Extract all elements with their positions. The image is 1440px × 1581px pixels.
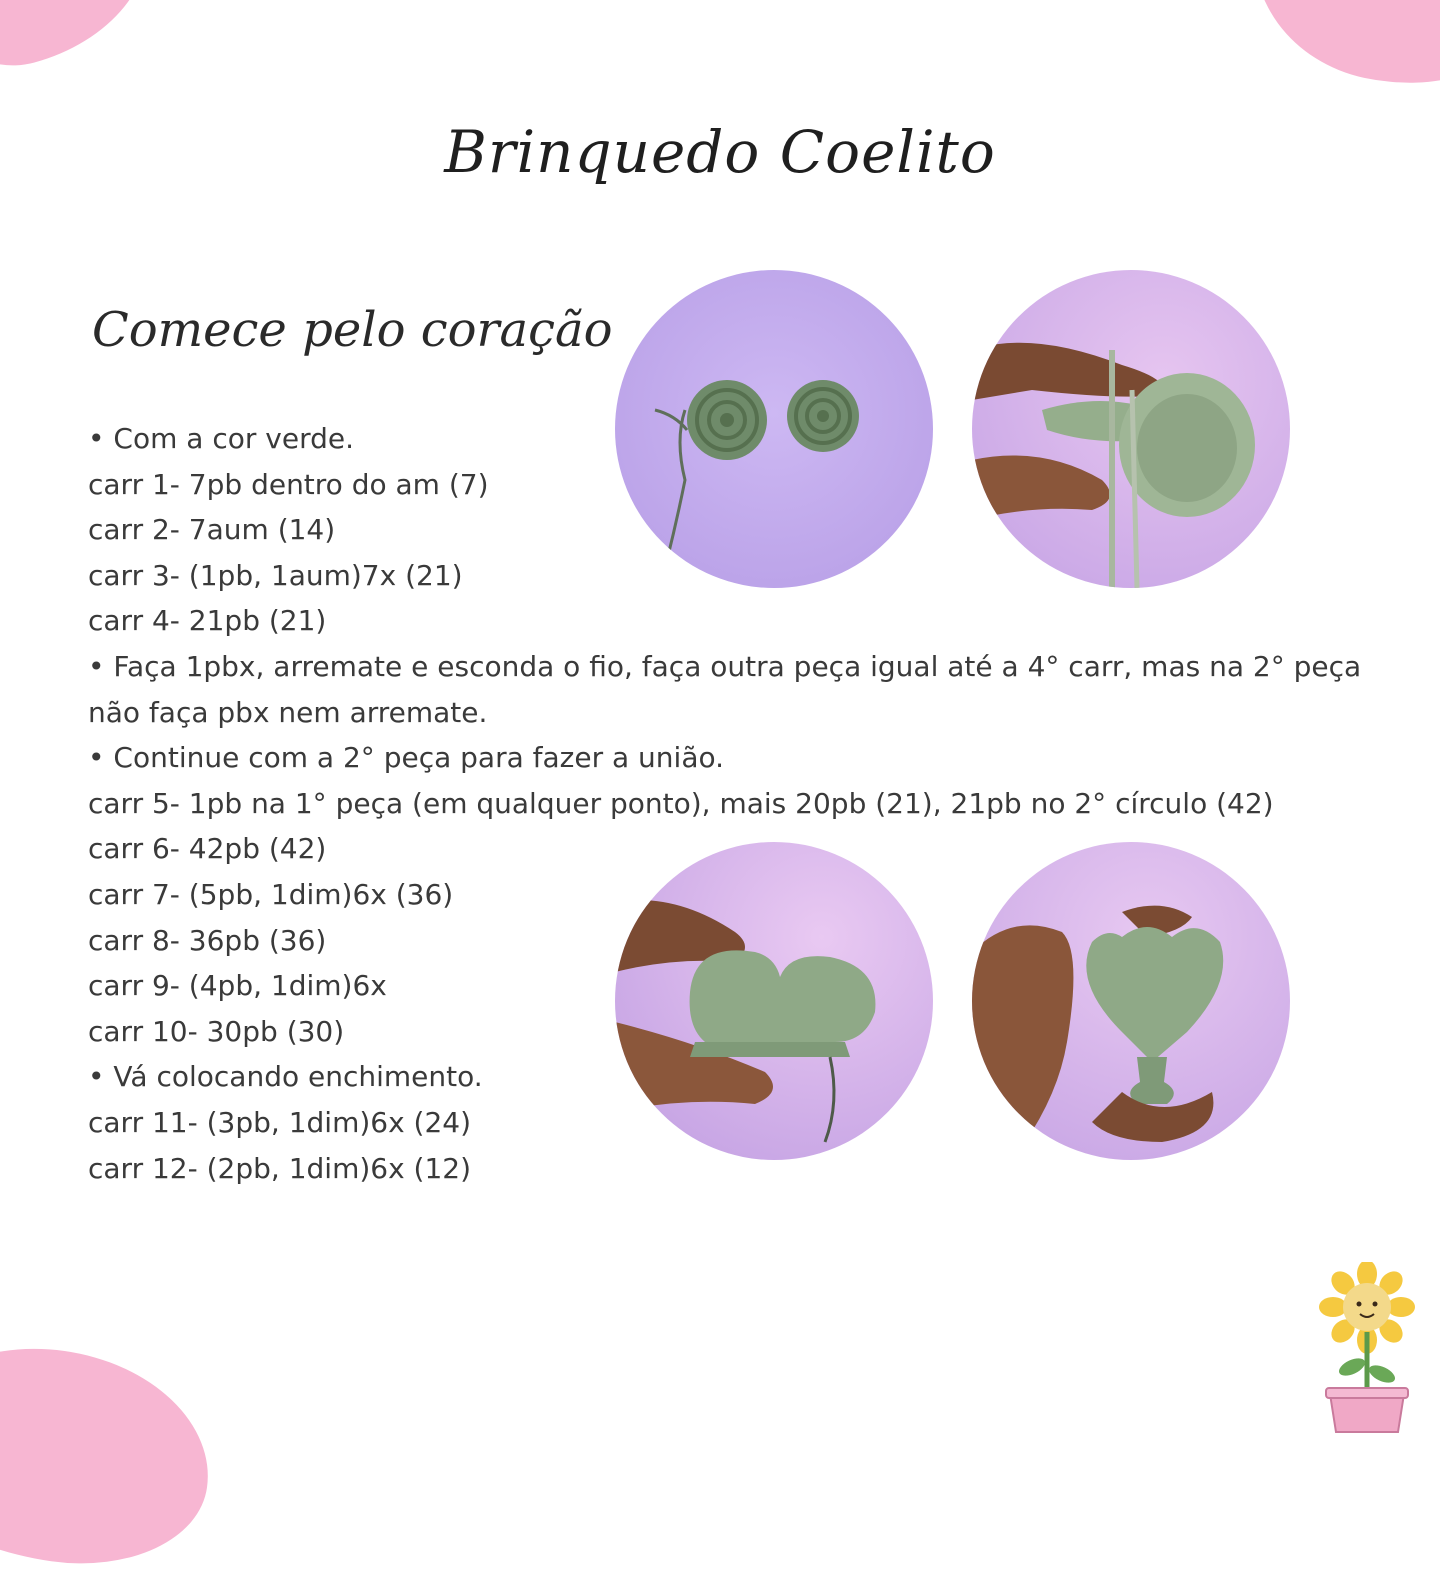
instruction-line: carr 6- 42pb (42) <box>88 832 327 866</box>
instruction-line: carr 1- 7pb dentro do am (7) <box>88 467 489 501</box>
decorative-pink-blob-bottom-left <box>0 1329 223 1581</box>
hand-holding-joined-circles-photo <box>972 270 1290 588</box>
page-title: Brinquedo Coelito <box>444 118 996 186</box>
hand-holding-finished-heart-photo <box>972 842 1290 1160</box>
sunflower-in-pot-logo <box>1306 1262 1428 1434</box>
decorative-pink-blob-top-left <box>0 0 173 87</box>
instruction-line: carr 2- 7aum (14) <box>88 513 336 547</box>
decorative-pink-blob-top-right <box>1232 0 1440 106</box>
section-title: Comece pelo coração <box>92 302 613 358</box>
two-green-crochet-circles-photo <box>615 270 933 588</box>
instruction-line: • Continue com a 2° peça para fazer a união. <box>88 741 725 775</box>
instruction-line: carr 7- (5pb, 1dim)6x (36) <box>88 877 454 911</box>
instruction-line: carr 3- (1pb, 1aum)7x (21) <box>88 558 463 592</box>
instruction-line: • Faça 1pbx, arremate e esconda o fio, faça outra peça igual até a 4° carr, mas na 2° peça não faça pbx nem arremate. <box>88 649 1362 729</box>
instruction-line: carr 11- (3pb, 1dim)6x (24) <box>88 1105 472 1139</box>
instruction-line: carr 8- 36pb (36) <box>88 923 327 957</box>
instruction-line: carr 12- (2pb, 1dim)6x (12) <box>88 1151 472 1185</box>
instruction-line: carr 9- (4pb, 1dim)6x <box>88 969 387 1003</box>
hand-holding-open-heart-photo <box>615 842 933 1160</box>
instruction-line: carr 10- 30pb (30) <box>88 1014 345 1048</box>
instruction-line: carr 5- 1pb na 1° peça (em qualquer ponto), mais 20pb (21), 21pb no 2° círculo (42) <box>88 786 1274 820</box>
instruction-line: carr 4- 21pb (21) <box>88 604 327 638</box>
instruction-line: • Vá colocando enchimento. <box>88 1060 483 1094</box>
instruction-line: • Com a cor verde. <box>88 422 354 455</box>
